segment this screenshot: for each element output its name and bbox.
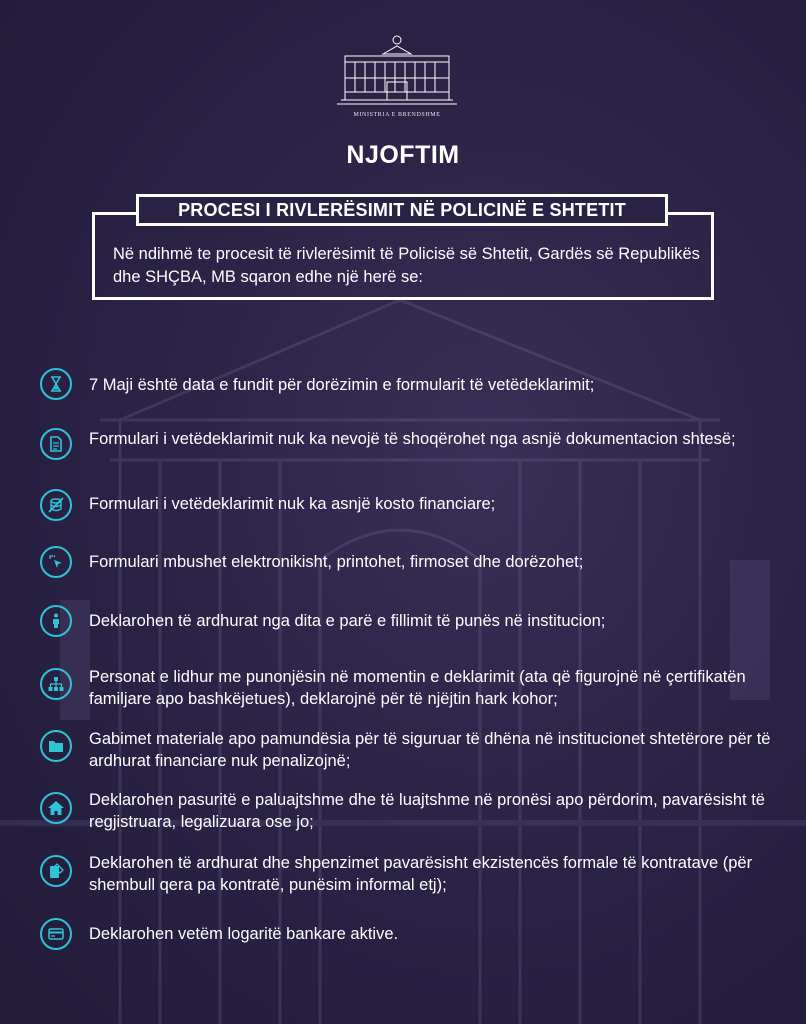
headline: NJOFTIM xyxy=(346,141,460,169)
item-text: Gabimet materiale apo pamundësia për të siguruar të dhëna në institucionet shtetërore për të ardhurat financiare nuk penalizojnë; xyxy=(89,730,771,770)
title-box xyxy=(136,194,668,226)
item-text: Deklarohen vetëm logaritë bankare aktive. xyxy=(89,925,399,943)
item-text: Formulari mbushet elektronikisht, printohet, firmoset dhe dorëzohet; xyxy=(89,553,584,571)
folder-icon xyxy=(40,730,72,762)
building-emblem-icon xyxy=(337,32,457,112)
cursor-click-icon xyxy=(40,546,72,578)
document-icon xyxy=(40,428,72,460)
credit-card-icon xyxy=(40,918,72,950)
item-text: Formulari i vetëdeklarimit nuk ka nevojë të shoqërohet nga asnjë dokumentacion shtesë; xyxy=(89,430,736,448)
ministry-name: MINISTRIA E BRENDSHME xyxy=(353,112,441,118)
intro-text: Në ndihmë te procesit të rivlerësimit të Policisë së Shtetit, Gardës së Republikës dhe SHÇBA, MB sqaron edhe një herë se: xyxy=(113,245,700,286)
no-cost-icon xyxy=(40,489,72,521)
title-text: PROCESI I RIVLERËSIMIT NË POLICINË E SHTETIT xyxy=(178,199,626,220)
item-text: Deklarohen të ardhurat nga dita e parë e fillimit të punës në institucion; xyxy=(89,612,606,630)
item-text: Formulari i vetëdeklarimit nuk ka asnjë kosto financiare; xyxy=(89,495,496,513)
home-icon xyxy=(40,792,72,824)
person-icon xyxy=(40,605,72,637)
hierarchy-icon xyxy=(40,668,72,700)
item-text: Deklarohen të ardhurat dhe shpenzimet pavarësisht ekzistencës formale të kontratave (për shembull qera pa kontratë, punësim informal etj); xyxy=(89,854,753,894)
item-text: Deklarohen pasuritë e paluajtshme dhe të luajtshme në pronësi apo përdorim, pavarësisht të regjistruara, legalizuara ose jo; xyxy=(89,791,765,831)
ministry-logo xyxy=(337,32,457,124)
contract-icon xyxy=(40,855,72,887)
hourglass-icon xyxy=(40,368,72,400)
item-text: Personat e lidhur me punonjësin në momentin e deklarimit (ata që figurojnë në çertifikatën familjare apo bashkëjetues), deklarojnë për të njëjtin hark kohor; xyxy=(89,668,746,708)
item-text: 7 Maji është data e fundit për dorëzimin e formularit të vetëdeklarimit; xyxy=(89,376,595,394)
